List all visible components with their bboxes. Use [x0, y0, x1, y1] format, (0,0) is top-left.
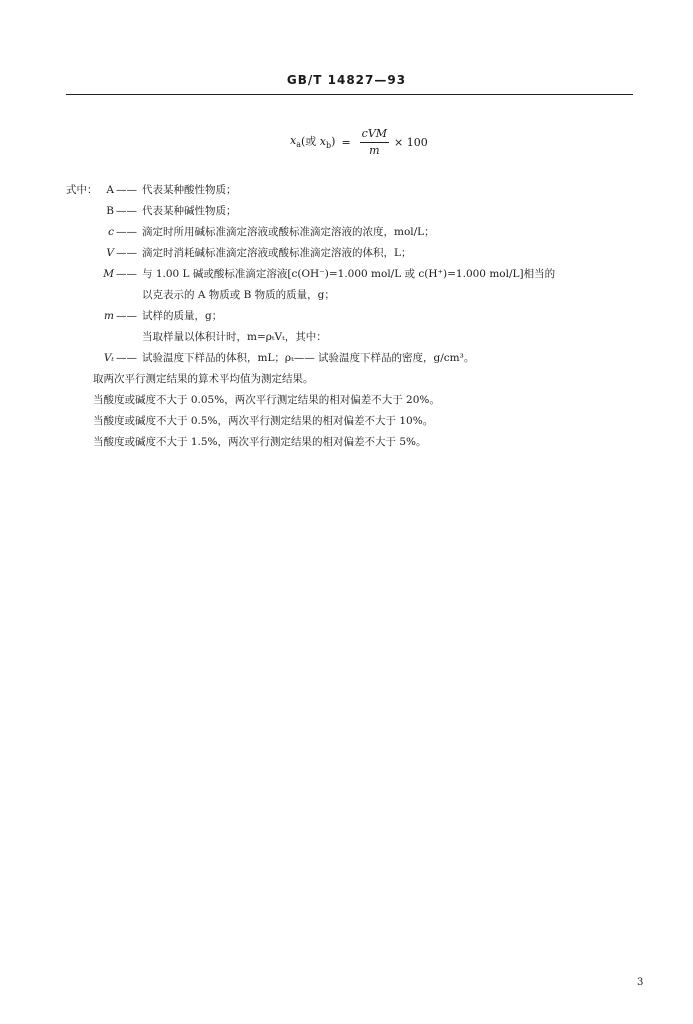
definition-symbol: m — [104, 310, 114, 322]
formula-multiplier: × 100 — [394, 135, 428, 149]
definition-dash: —— — [116, 184, 137, 196]
definition-text: 与 1.00 L 碱或酸标准滴定溶液[c(OH⁻)=1.000 mol/L 或 c(H⁺)=1.000 mol/L]相当的 — [142, 268, 556, 280]
definition-symbol: A — [106, 184, 114, 196]
definitions-lead: 式中： — [66, 184, 98, 196]
definition-symbol: c — [108, 226, 114, 238]
definition-dash: —— — [116, 352, 137, 364]
standard-header: GB/T 14827—93 — [286, 73, 407, 87]
formula-denominator: m — [369, 143, 380, 157]
definition-dash: —— — [116, 268, 137, 280]
formula-numerator: cVM — [360, 127, 389, 143]
definition-text: 滴定时所用碱标准滴定溶液或酸标准滴定溶液的浓度，mol/L； — [142, 226, 435, 238]
definition-text: 试验温度下样品的体积，mL；ρₜ—— 试验温度下样品的密度，g/cm³。 — [142, 352, 475, 364]
definition-text: 试样的质量，g； — [142, 310, 223, 322]
formula-equals: = — [341, 135, 351, 149]
formula-fraction — [360, 127, 389, 158]
definition-dash: —— — [116, 205, 137, 217]
formula-lhs: $x_a$ — [290, 134, 301, 150]
page-number: 3 — [637, 977, 644, 988]
definition-continuation: 以克表示的 A 物质或 B 物质的质量，g； — [142, 289, 335, 301]
definition-dash: —— — [116, 247, 137, 259]
formula-lhs-alt: (或 $x_b$) — [301, 135, 336, 151]
calculation-formula — [290, 124, 428, 160]
definition-symbol: M — [103, 268, 114, 280]
definition-symbol: Vₜ — [103, 352, 114, 364]
definition-text: 代表某种碱性物质； — [142, 205, 237, 217]
definition-continuation: 当取样量以体积计时，m=ρₜVₜ，其中： — [142, 331, 327, 343]
definition-text: 滴定时消耗碱标准滴定溶液或酸标准滴定溶液的体积，L； — [142, 247, 412, 259]
definition-symbol: B — [106, 205, 114, 217]
definition-dash: —— — [116, 226, 137, 238]
definition-symbol: V — [106, 247, 114, 259]
definition-dash: —— — [116, 310, 137, 322]
definition-text: 代表某种酸性物质； — [142, 184, 237, 196]
header-rule — [66, 94, 633, 95]
document-page: GB/T 14827—93 $x_a$ (或 $x_b$) = $\frac{\text{cVM}}{m}$ × 100 式中： A —— 代表某种酸性物质； B —— 代表某种碱性物质； c —— 滴定时所用碱标准滴定溶液或酸标准滴定溶液的浓度，mol/L； V —— 滴定时消耗碱标准滴定溶液或酸标准滴定溶液的体积，L； M —— 与 1.00 L 碱或酸标准滴定溶液[c(OH⁻)=1.000 mol/L 或 c(H⁺)=1.000 mol/L]相当的 以克表示的 A 物质或 B 物质的质量，g； m —— 试样的质量，g； 当取样量以体积计时，m=ρₜVₜ，其中： Vₜ —— 试验温度下样品的体积，mL；ρₜ—— 试验温度下样品的密度，g/cm³。 取两次平行测定结果的算术平均值为测定结果。 当酸度或碱度不大于 0.05%，两次平行测定结果的相对偏差不大于 20%。 当酸度或碱度不大于 0.5%，两次平行测定结果的相对偏差不大于 10%。 当酸度或碱度不大于 1.5%，两次平行测定结果的相对偏差不大于 5%。 3 — [0, 0, 693, 1024]
